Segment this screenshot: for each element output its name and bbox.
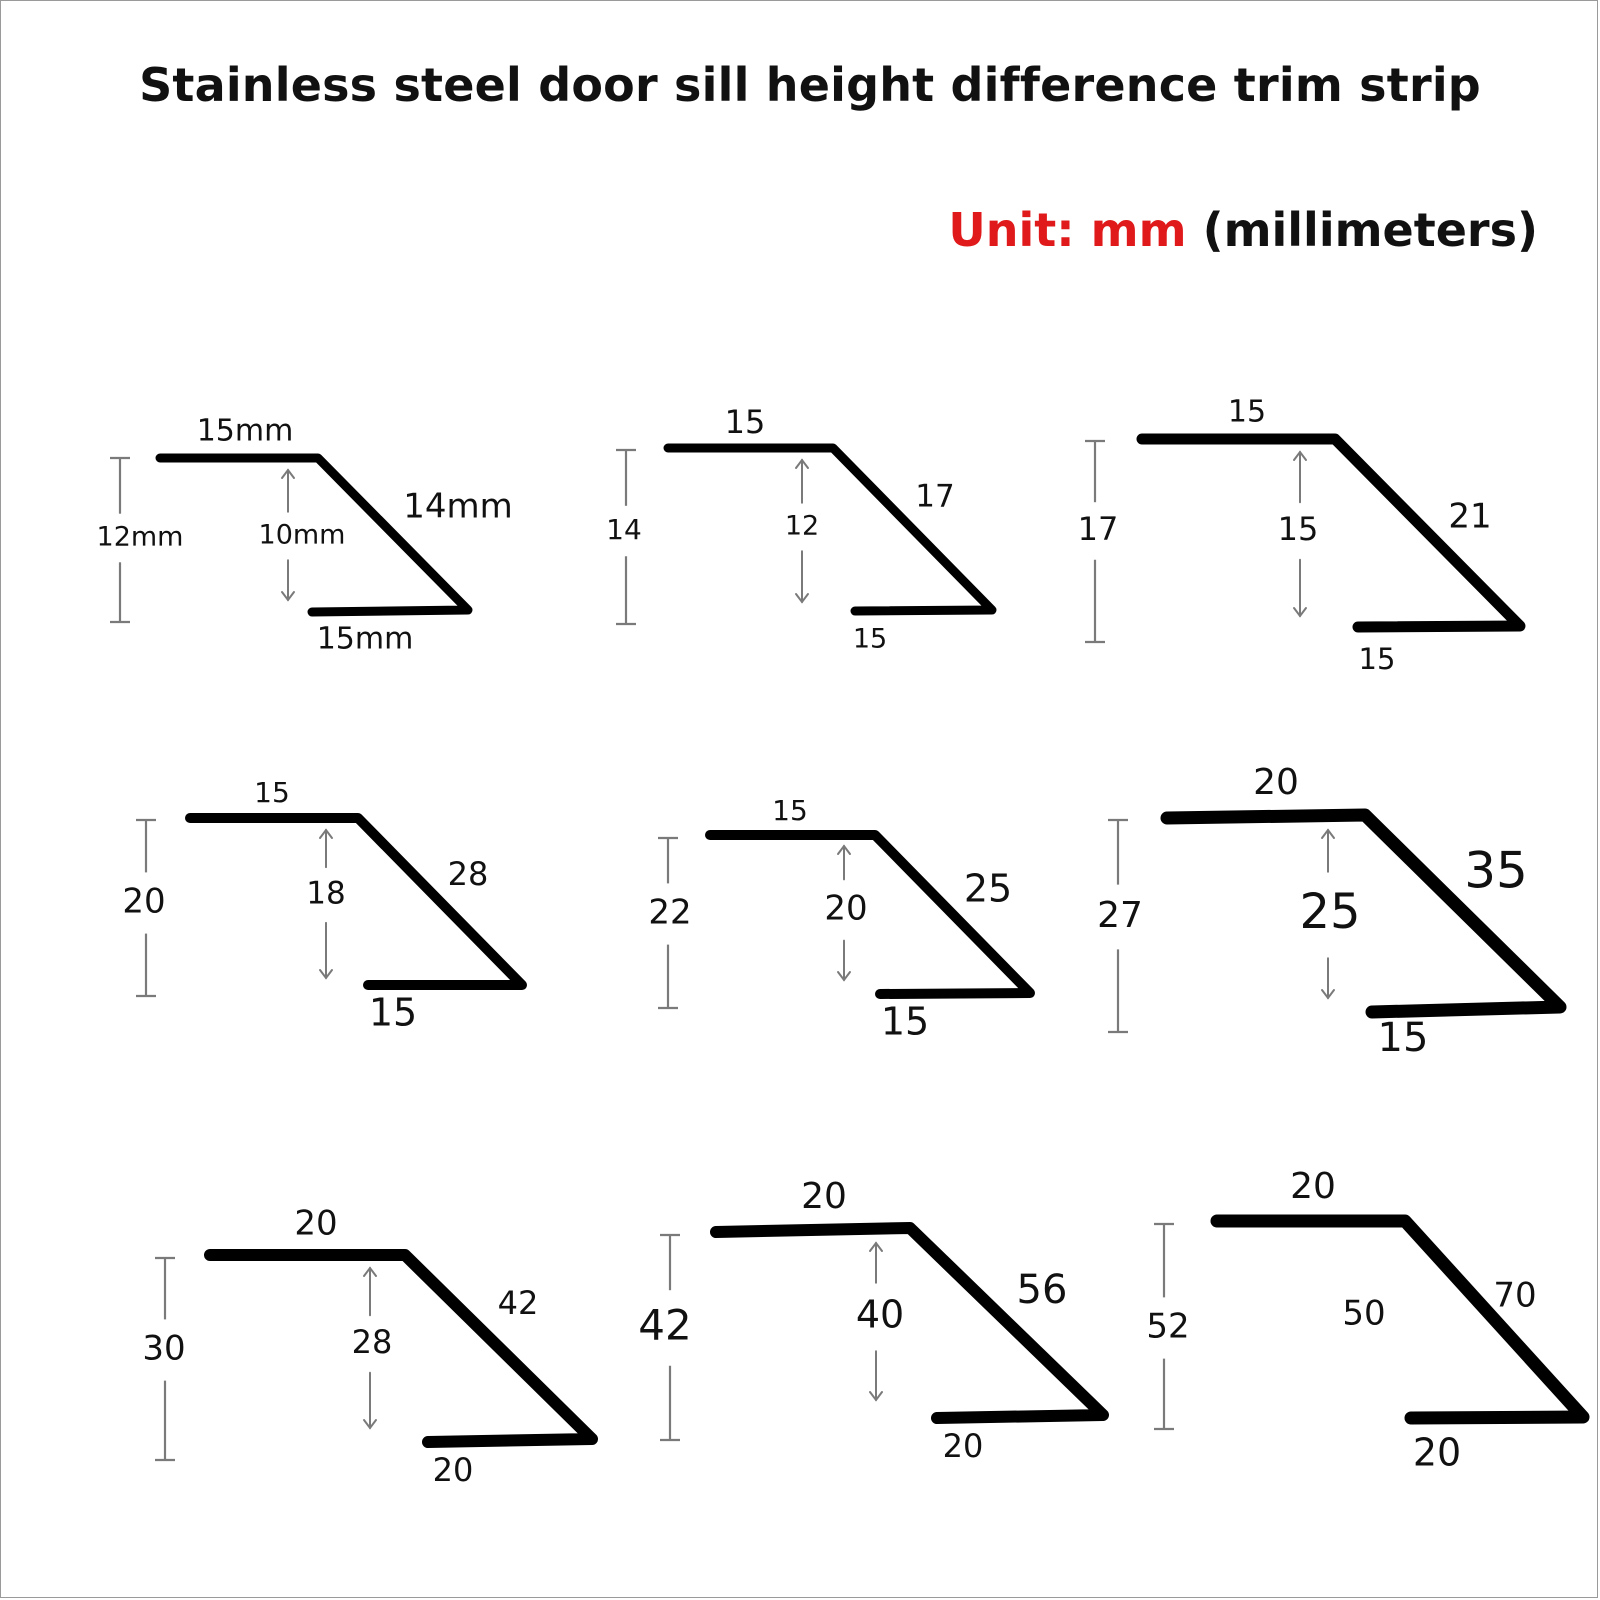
inner-height-label: 12 bbox=[784, 510, 820, 542]
slope-length-label: 56 bbox=[1016, 1267, 1068, 1313]
height-label: 17 bbox=[1077, 510, 1119, 548]
top-width-label: 20 bbox=[1290, 1166, 1336, 1207]
inner-height-label: 10mm bbox=[258, 519, 346, 551]
slope-length-label: 70 bbox=[1493, 1275, 1537, 1316]
profile-4 bbox=[122, 776, 522, 1035]
bottom-width-label: 15 bbox=[368, 990, 418, 1035]
top-width-label: 15mm bbox=[196, 413, 294, 449]
bottom-width-label: 20 bbox=[1412, 1430, 1462, 1475]
bottom-width-label: 15 bbox=[852, 623, 888, 655]
profile-1 bbox=[97, 414, 513, 657]
top-width-label: 15 bbox=[772, 794, 808, 827]
top-width-label: 15 bbox=[1227, 394, 1267, 430]
bottom-width-label: 20 bbox=[432, 1451, 474, 1489]
bottom-width-label: 15mm bbox=[316, 621, 414, 657]
inner-height-label: 40 bbox=[855, 1292, 905, 1337]
profile-8 bbox=[638, 1176, 1103, 1465]
profile-9 bbox=[1146, 1166, 1583, 1475]
inner-height-label: 18 bbox=[306, 875, 346, 912]
slope-length-label: 17 bbox=[915, 478, 955, 515]
bottom-width-label: 15 bbox=[1377, 1015, 1429, 1061]
page-title: Stainless steel door sill height difference trim strip bbox=[139, 58, 1481, 112]
profile-3 bbox=[1078, 395, 1520, 677]
profile-line bbox=[668, 448, 992, 611]
profile-line bbox=[710, 835, 1030, 994]
top-width-label: 15 bbox=[724, 403, 766, 441]
slope-length-label: 35 bbox=[1464, 841, 1528, 900]
inner-height-label: 25 bbox=[1299, 884, 1361, 940]
slope-length-label: 42 bbox=[497, 1284, 539, 1322]
height-label: 22 bbox=[648, 892, 692, 933]
profile-line bbox=[1217, 1221, 1583, 1418]
height-label: 30 bbox=[142, 1328, 186, 1369]
profile-5 bbox=[648, 794, 1030, 1044]
unit-prefix: Unit: bbox=[948, 203, 1075, 257]
profile-2 bbox=[606, 403, 992, 655]
unit-suffix: (millimeters) bbox=[1202, 203, 1538, 257]
height-label: 42 bbox=[638, 1300, 692, 1350]
top-width-label: 20 bbox=[1253, 762, 1299, 803]
height-label: 52 bbox=[1146, 1306, 1190, 1347]
slope-length-label: 21 bbox=[1448, 496, 1492, 537]
unit-value: mm bbox=[1090, 203, 1187, 257]
inner-height-label: 28 bbox=[351, 1323, 393, 1361]
height-label: 14 bbox=[606, 513, 642, 546]
top-width-label: 15 bbox=[254, 776, 290, 809]
height-label: 20 bbox=[122, 881, 166, 922]
top-width-label: 20 bbox=[801, 1176, 847, 1217]
bottom-width-label: 20 bbox=[942, 1427, 984, 1465]
bottom-width-label: 15 bbox=[1358, 642, 1396, 676]
inner-height-label: 15 bbox=[1277, 510, 1319, 548]
bottom-width-label: 15 bbox=[880, 999, 930, 1044]
profile-line bbox=[716, 1228, 1103, 1418]
profile-7 bbox=[142, 1204, 592, 1490]
slope-length-label: 28 bbox=[447, 855, 489, 893]
slope-length-label: 14mm bbox=[403, 486, 513, 527]
profile-6 bbox=[1097, 762, 1560, 1061]
top-width-label: 20 bbox=[294, 1203, 338, 1244]
profile-line bbox=[190, 818, 522, 985]
inner-height-label: 20 bbox=[824, 888, 868, 929]
height-label: 27 bbox=[1097, 895, 1143, 936]
slope-length-label: 25 bbox=[963, 866, 1013, 911]
inner-height-label: 50 bbox=[1342, 1293, 1386, 1334]
height-label: 12mm bbox=[96, 521, 184, 553]
